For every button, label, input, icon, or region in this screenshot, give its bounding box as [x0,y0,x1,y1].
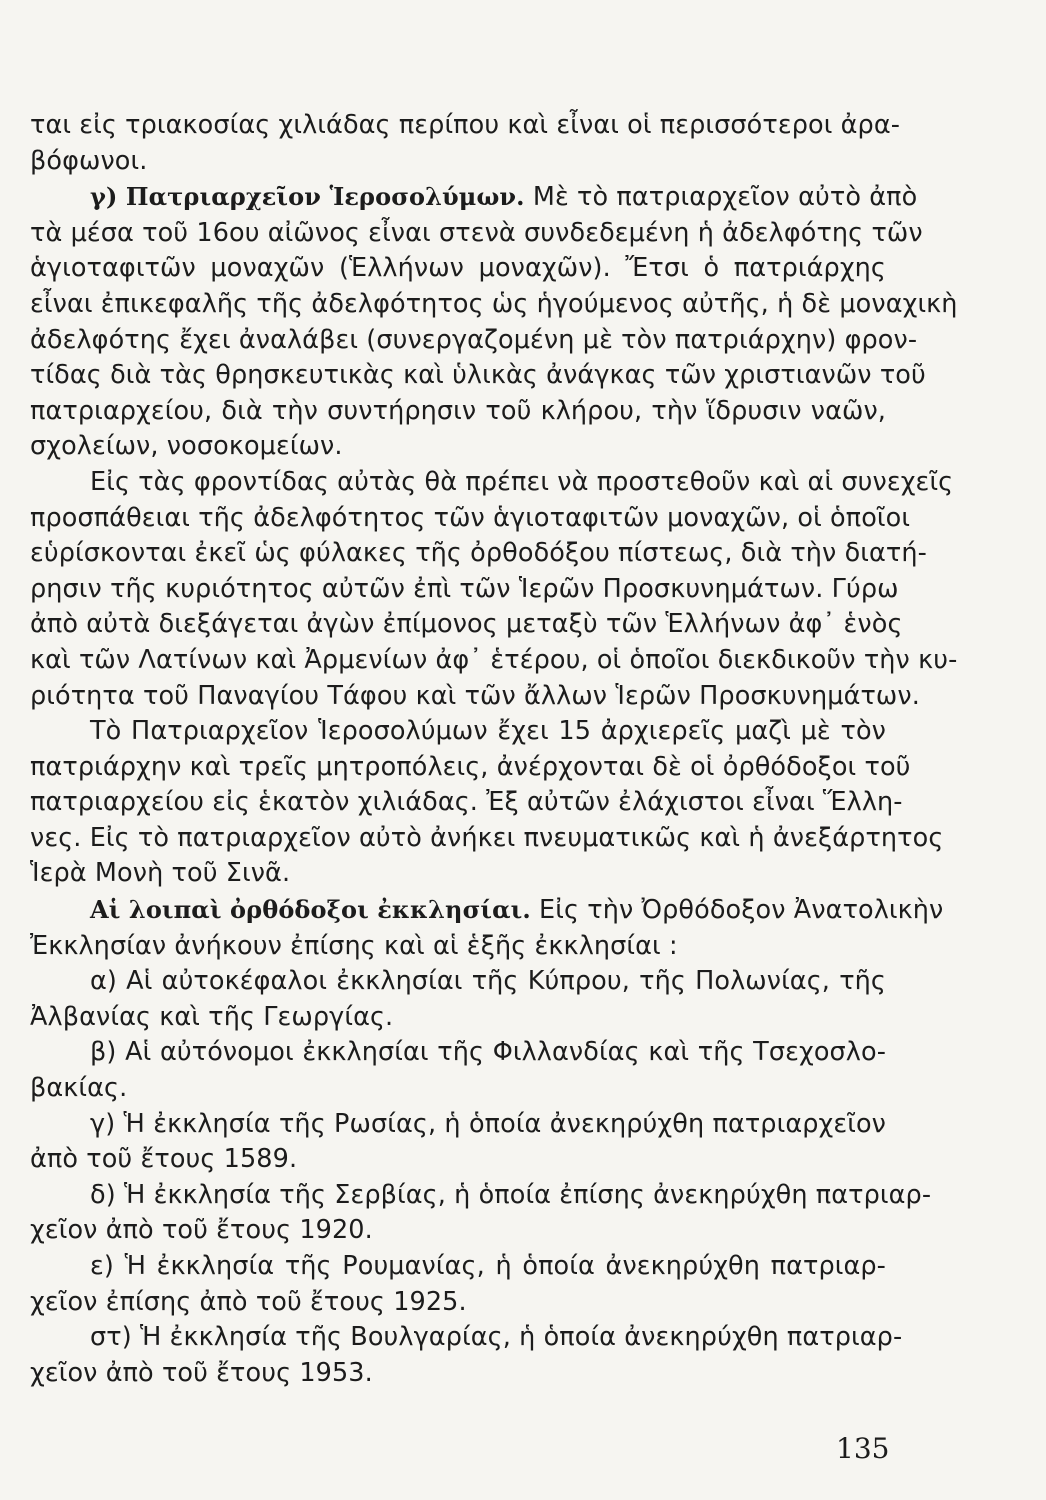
text-fragment: Μὲ τὸ πατριαρχεῖον αὐτὸ ἀπὸ [532,182,918,213]
text-line: ἀδελφότης ἔχει ἀναλάβει (συνεργαζομένη μὲ τὸν πατριάρχην) φρον- [30,324,918,355]
text-line: τίδας διὰ τὰς θρησκευτικὰς καὶ ὑλικὰς ἀνάγκας τῶν χριστιανῶν τοῦ [30,360,926,391]
text-line: χεῖον ἐπίσης ἀπὸ τοῦ ἔτους 1925. [30,1286,467,1317]
text-line: προσπάθειαι τῆς ἀδελφότητος τῶν ἁγιοταφιτῶν μοναχῶν, οἱ ὁποῖοι [30,502,911,533]
text-line: καὶ τῶν Λατίνων καὶ Ἀρμενίων ἀφ᾽ ἑτέρου, οἱ ὁποῖοι διεκδικοῦν τὴν κυ- [30,644,958,675]
text-line [30,179,918,216]
text-line: ἀπὸ τοῦ ἔτους 1589. [30,1144,298,1175]
page-body [30,108,958,1391]
text-line: χεῖον ἀπὸ τοῦ ἔτους 1953. [30,1357,373,1388]
list-item-a: α) Αἱ αὐτοκέφαλοι ἐκκλησίαι τῆς Κύπρου, τῆς Πολωνίας, τῆς [90,966,886,997]
text-line: πατριαρχείου εἰς ἑκατὸν χιλιάδας. Ἐξ αὐτῶν ἐλάχιστοι εἶναι Ἕλλη- [30,787,903,818]
list-item-st: στ) Ἡ ἐκκλησία τῆς Βουλγαρίας, ἡ ὁποία ἀνεκηρύχθη πατριαρ- [90,1322,903,1353]
text-line: Τὸ Πατριαρχεῖον Ἱεροσολύμων ἔχει 15 ἀρχιερεῖς μαζὶ μὲ τὸν [90,716,886,747]
text-line: χεῖον ἀπὸ τοῦ ἔτους 1920. [30,1215,373,1246]
list-item-d: δ) Ἡ ἐκκλησία τῆς Σερβίας, ἡ ὁποία ἐπίσης ἀνεκηρύχθη πατριαρ- [90,1179,932,1210]
text-line: βόφωνοι. [30,145,148,176]
text-line: βακίας. [30,1073,128,1104]
text-line: τὰ μέσα τοῦ 16ου αἰῶνος εἶναι στενὰ συνδεδεμένη ἡ ἀδελφότης τῶν [30,217,923,248]
text-line: ρησιν τῆς κυριότητος αὐτῶν ἐπὶ τῶν Ἱερῶν Προσκυνημάτων. Γύρω [30,573,899,604]
text-line: Ἀλβανίας καὶ τῆς Γεωργίας. [30,1001,394,1032]
text-line: εἶναι ἐπικεφαλῆς τῆς ἀδελφότητος ὡς ἡγούμενος αὐτῆς, ἡ δὲ μοναχικὴ [30,288,958,319]
list-item-e: ε) Ἡ ἐκκλησία τῆς Ρουμανίας, ἡ ὁποία ἀνεκηρύχθη πατριαρ- [90,1251,886,1281]
text-line: ριότητα τοῦ Παναγίου Τάφου καὶ τῶν ἄλλων Ἱερῶν Προσκυνημάτων. [30,680,920,711]
text-line: Ἐκκλησίαν ἀνήκουν ἐπίσης καὶ αἱ ἑξῆς ἐκκλησίαι : [30,930,678,961]
page-number: 135 [836,1432,890,1465]
text-line: πατριαρχείου, διὰ τὴν συντήρησιν τοῦ κλήρου, τὴν ἵδρυσιν ναῶν, [30,395,886,426]
section-heading-patriarchate: γ) Πατριαρχεῖον Ἱεροσολύμων. [90,182,525,212]
text-fragment: Εἰς τὴν Ὀρθόδοξον Ἀνατολικὴν [539,895,944,926]
text-line: ται εἰς τριακοσίας χιλιάδας περίπου καὶ εἶναι οἱ περισσότεροι ἀρα- [30,110,901,140]
text-line: πατριάρχην καὶ τρεῖς μητροπόλεις, ἀνέρχονται δὲ οἱ ὀρθόδοξοι τοῦ [30,751,911,782]
list-item-c: γ) Ἡ ἐκκλησία τῆς Ρωσίας, ἡ ὁποία ἀνεκηρύχθη πατριαρχεῖον [90,1108,886,1139]
text-line: σχολείων, νοσοκομείων. [30,431,343,462]
section-heading-other-churches: Αἱ λοιπαὶ ὀρθόδοξοι ἐκκλησίαι. [90,895,531,925]
text-line: Ἱερὰ Μονὴ τοῦ Σινᾶ. [30,858,291,889]
text-line [30,892,944,929]
list-item-b: β) Αἱ αὐτόνομοι ἐκκλησίαι τῆς Φιλλανδίας καὶ τῆς Τσεχοσλο- [90,1037,886,1068]
text-line: εὑρίσκονται ἐκεῖ ὡς φύλακες τῆς ὀρθοδόξου πίστεως, διὰ τὴν διατή- [30,538,927,569]
text-line: ἁγιοταφιτῶν μοναχῶν (Ἑλλήνων μοναχῶν). Ἔτσι ὁ πατριάρχης [30,253,886,284]
text-line: Εἰς τὰς φροντίδας αὐτὰς θὰ πρέπει νὰ προστεθοῦν καὶ αἱ συνεχεῖς [90,466,954,497]
text-line: νες. Εἰς τὸ πατριαρχεῖον αὐτὸ ἀνήκει πνευματικῶς καὶ ἡ ἀνεξάρτητος [30,822,944,853]
text-line: ἀπὸ αὐτὰ διεξάγεται ἀγὼν ἐπίμονος μεταξὺ τῶν Ἑλλήνων ἀφ᾽ ἑνὸς [30,609,903,640]
